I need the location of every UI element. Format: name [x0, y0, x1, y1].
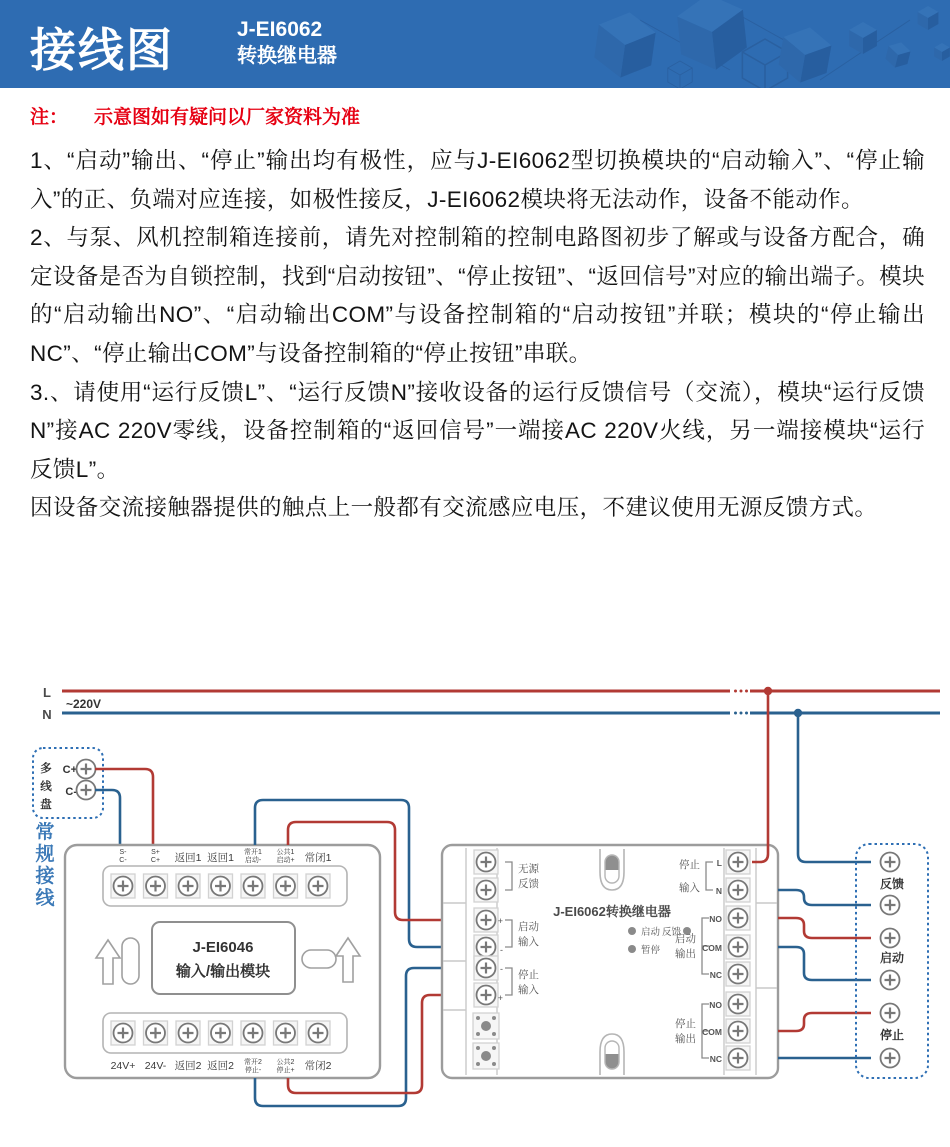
dip-button [473, 1013, 499, 1039]
pill-slot-vertical [122, 938, 139, 984]
wire-neutral-to-feedback [798, 713, 871, 862]
svg-text:规: 规 [35, 844, 55, 865]
screw-terminal [474, 983, 498, 1007]
terminal-label: 启动+ [276, 857, 295, 864]
page-title: 接线图 [30, 24, 174, 76]
terminal-label: COM [702, 1027, 722, 1037]
device-terminal-box [856, 844, 928, 1078]
group-label: 无源 [518, 863, 539, 875]
screw-terminal [881, 1004, 900, 1023]
screw-terminal [881, 896, 900, 915]
group-label: 停止 [679, 859, 700, 871]
screw-terminal [241, 874, 265, 898]
svg-text:线: 线 [35, 888, 55, 909]
screw-terminal [726, 992, 750, 1016]
multiline-panel-box [33, 748, 103, 818]
screw-terminal [274, 874, 298, 898]
terminal-label: S- [119, 849, 127, 856]
led-start-icon [628, 927, 636, 935]
paragraph-1: 1、“启动”输出、“停止”输出均有极性，应与J-EI6062型切换模块的“启动输入”、“停止输入”的正、负端对应连接，如极性接反，J-EI6062模块将无法动作，设备不能动作。 [30, 148, 925, 212]
screw-terminal [881, 971, 900, 990]
terminal-label: 停止- [244, 1067, 262, 1074]
screw-terminal [726, 878, 750, 902]
device-label-feedback: 反馈 [879, 877, 905, 891]
terminal-label: 常开1 [244, 849, 262, 856]
wire-no-start [778, 918, 871, 938]
note-line [30, 102, 360, 129]
screw-terminal [726, 935, 750, 959]
terminal-label: C+ [150, 857, 161, 864]
terminal-label: 返回1 [207, 852, 234, 864]
wire-com-start [778, 947, 871, 980]
terminal-label: 常开2 [244, 1059, 262, 1066]
panel-name-char: 多 [40, 763, 52, 775]
relay-left-terminals [473, 850, 499, 1069]
screw-terminal [77, 760, 96, 779]
cube-decoration [530, 0, 950, 88]
terminal-label: NC [709, 1054, 722, 1064]
pill-slot-horizontal [302, 950, 336, 968]
terminal-label: 返回2 [207, 1060, 234, 1072]
screw-terminal [474, 878, 498, 902]
wire-com-stop [778, 1013, 871, 1031]
group-label: 输入 [518, 984, 539, 996]
led-pause-label: 暂停 [641, 945, 661, 956]
io-module-type: 输入/输出模块 [175, 963, 271, 980]
svg-text:常: 常 [35, 822, 55, 843]
screw-terminal [274, 1021, 298, 1045]
screw-terminal [726, 1046, 750, 1070]
screw-terminal [881, 1049, 900, 1068]
screw-terminal [111, 874, 135, 898]
screw-terminal [241, 1021, 265, 1045]
terminal-label: NO [709, 914, 722, 924]
screw-terminal [144, 874, 168, 898]
screw-terminal [474, 908, 498, 932]
device-label-start: 启动 [879, 951, 905, 965]
conventional-wiring-label [34, 820, 55, 909]
c-plus-label: C+ [62, 764, 77, 776]
voltage-label: ~220V [66, 697, 102, 711]
terminal-label: 24V- [144, 1060, 167, 1072]
io-module-name-box [152, 922, 295, 994]
screw-terminal [144, 1021, 168, 1045]
screw-terminal [726, 850, 750, 874]
terminal-label: 公共2 [276, 1059, 295, 1066]
wire-n-feedback [778, 890, 871, 905]
terminal-label: C- [119, 857, 127, 864]
screw-terminal [306, 1021, 330, 1045]
paragraph-4: 因设备交流接触器提供的触点上一般都有交流感应电压，不建议使用无源反馈方式。 [30, 495, 878, 521]
io-bottom-terminals [111, 1021, 330, 1045]
terminal-label: 停止+ [276, 1067, 295, 1074]
screw-terminal [209, 1021, 233, 1045]
terminal-label: NO [709, 1000, 722, 1010]
group-label: 启动 [518, 921, 539, 933]
wiring-diagram [0, 675, 950, 1147]
group-label: 停止 [518, 969, 539, 981]
terminal-label: 常闭1 [304, 852, 332, 864]
screw-terminal [176, 874, 200, 898]
group-label: 输出 [675, 1033, 696, 1045]
paragraph-2: 2、与泵、风机控制箱连接前，请先对控制箱的控制电路图初步了解或与设备方配合，确定设备是否为自锁控制，找到“启动按钮”、“停止按钮”、“返回信号”对应的输出端子。模块的“启动输出NO”、“启动输出COM”与设备控制箱的“启动按钮”并联；模块的“停止输出NC”、“停止输出COM”与设备控制箱的“停止按钮”串联。 [30, 225, 925, 366]
device-label-stop: 停止 [879, 1028, 905, 1042]
group-label: 启动 [675, 933, 696, 945]
wire-live-to-l [752, 691, 768, 862]
terminal-label: 返回1 [174, 852, 202, 864]
svg-text:接: 接 [35, 866, 55, 887]
led-feedback-label: 反馈 [662, 927, 682, 938]
screw-terminal [726, 962, 750, 986]
io-top-terminals [111, 874, 330, 898]
screw-terminal [474, 956, 498, 980]
panel-name-char: 盘 [40, 799, 52, 811]
terminal-label: 24V+ [110, 1060, 136, 1072]
terminal-label: 常闭2 [304, 1060, 332, 1072]
screw-terminal [474, 850, 498, 874]
paragraph-3: 3.、请使用“运行反馈L”、“运行反馈N”接收设备的运行反馈信号（交流），模块“运行反馈N”接AC 220V零线，设备控制箱的“返回信号”一端接AC 220V火线，另一端接模块“运行反馈L”。 [30, 379, 925, 482]
screw-terminal [77, 781, 96, 800]
terminal-label: 返回2 [174, 1060, 202, 1072]
terminal-label: 启动- [244, 857, 262, 864]
polarity-sign: + [497, 993, 503, 1003]
panel-name-char: 线 [40, 781, 52, 793]
screw-terminal [881, 853, 900, 872]
io-module-name: J-EI6046 [192, 939, 254, 956]
c-minus-label: C- [65, 786, 77, 798]
screw-terminal [111, 1021, 135, 1045]
polarity-sign: - [500, 945, 503, 955]
device-label: 转换继电器 [237, 45, 337, 67]
io-module [65, 845, 380, 1078]
screw-terminal [306, 874, 330, 898]
group-label: 输入 [679, 882, 700, 894]
group-label: 反馈 [518, 878, 539, 890]
note-prefix: 注： [30, 107, 69, 128]
terminal-label: NC [709, 970, 722, 980]
screw-terminal [176, 1021, 200, 1045]
screw-terminal [726, 1019, 750, 1043]
model-label: J-EI6062 [237, 18, 323, 41]
relay-module-title: J-EI6062转换继电器 [553, 904, 671, 919]
terminal-label: L [716, 858, 722, 868]
terminal-label: COM [702, 943, 722, 953]
note-text: 示意图如有疑问以厂家资料为准 [94, 107, 361, 128]
group-label: 输出 [675, 948, 696, 960]
dip-button [473, 1043, 499, 1069]
header-banner [0, 0, 950, 88]
terminal-label: N [715, 886, 722, 896]
led-start-label: 启动 [641, 927, 661, 938]
led-pause-icon [628, 945, 636, 953]
line-n-label: N [42, 707, 52, 722]
group-label: 停止 [675, 1018, 696, 1030]
polarity-sign: + [497, 916, 503, 926]
screw-terminal [209, 874, 233, 898]
group-label: 输入 [518, 936, 539, 948]
power-lines [42, 685, 940, 722]
line-l-label: L [43, 685, 51, 700]
polarity-sign: - [500, 964, 503, 974]
screw-terminal [881, 929, 900, 948]
screw-terminal [726, 906, 750, 930]
relay-module [442, 845, 778, 1078]
wire-c-minus [95, 790, 120, 845]
instructions [30, 142, 925, 528]
terminal-label: S+ [151, 849, 160, 856]
terminal-label: 公共1 [276, 849, 295, 856]
